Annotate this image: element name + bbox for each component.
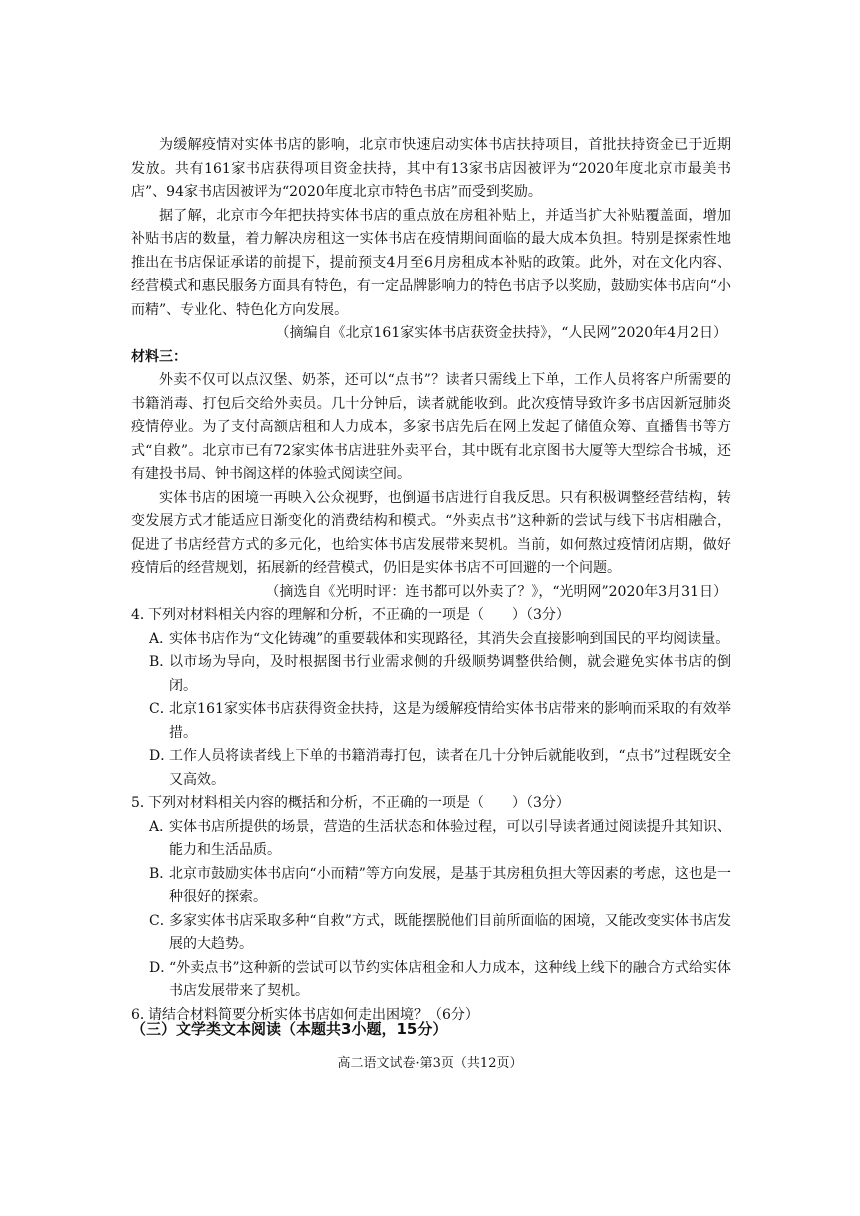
option-d	[131, 957, 731, 1004]
option-c	[131, 698, 731, 745]
option-letter: C．	[149, 912, 174, 929]
option-text: 北京市鼓励实体书店向“小而精”等方向发展，是基于其房租负担大等因素的考虑，这也是一种很好的探索。	[169, 865, 731, 905]
question-4	[131, 604, 731, 628]
question-number: 4．	[131, 607, 154, 623]
paragraph: 实体书店的困境一再映入公众视野，也倒逼书店进行自我反思。只有积极调整经营结构，转变发展方式才能适应日渐变化的消费结构和模式。“外卖点书”这种新的尝试与线下书店相融合，促进了书店经营方式的多元化，也给实体书店发展带来契机。当前，如何熬过疫情闭店期，做好疫情后的经营规划，拓展新的经营模式，仍旧是实体书店不可回避的一个问题。	[131, 489, 731, 576]
option-text: 多家实体书店采取多种“自救”方式，既能摆脱他们目前所面临的困境，又能改变实体书店发展的大趋势。	[169, 912, 731, 952]
option-letter: B．	[149, 865, 174, 882]
source-citation: （摘选自《光明时评：连书都可以外卖了？》，“光明网”2020年3月31日）	[265, 583, 727, 600]
paragraph: 外卖不仅可以点汉堡、奶茶，还可以“点书”？读者只需线上下单，工作人员将客户所需要的书籍消毒、打包后交给外卖员。几十分钟后，读者就能收到。此次疫情导致许多书店因新冠肺炎疫情停业。为了支付高额店租和人力成本，多家书店先后在网上发起了储值众筹、直播售书等方式“自救”。北京市已有72家实体书店进驻外卖平台，其中既有北京图书大厦等大型综合书城，还有建投书局、钟书阁这样的体验式阅读空间。	[131, 372, 731, 482]
option-letter: D．	[149, 959, 175, 976]
source-citation: （摘编自《北京161家实体书店获资金扶持》，“人民网”2020年4月2日）	[275, 325, 727, 341]
option-c	[131, 910, 731, 957]
option-text: 北京161家实体书店获得资金扶持，这是为缓解疫情给实体书店带来的影响而采取的有效举措。	[169, 701, 731, 741]
question-stem: 请结合材料简要分析实体书店如何走出困境？（6分）	[148, 1006, 479, 1023]
option-text: “外卖点书”这种新的尝试可以节约实体店租金和人力成本，这种线上线下的融合方式给实体书店发展带来了契机。	[169, 959, 731, 999]
option-d	[131, 745, 731, 792]
option-b	[131, 863, 731, 910]
material-label: 材料三：	[131, 348, 187, 365]
option-b	[131, 651, 731, 698]
passage-material-2	[131, 134, 731, 1027]
paragraph: 据了解，北京市今年把扶持实体书店的重点放在房租补贴上，并适当扩大补贴覆盖面，增加补贴书店的数量，着力解决房租这一实体书店在疫情期间面临的最大成本负担。特别是探索性地推出在书店保证承诺的前提下，提前预支4月至6月房租成本补贴的政策。此外，对在文化内容、经营模式和惠民服务方面具有特色，有一定品牌影响力的特色书店予以奖励，鼓励实体书店向“小而精”、专业化、特色化方向发展。	[131, 207, 731, 318]
page-footer: 高二语文试卷·第3页（共12页）	[337, 1056, 523, 1071]
option-text: 工作人员将读者线上下单的书籍消毒打包，读者在几十分钟后就能收到，“点书”过程既安全又高效。	[169, 748, 731, 788]
option-letter: D．	[149, 748, 175, 764]
option-letter: B．	[149, 654, 174, 670]
option-text: 实体书店作为“文化铸魂”的重要载体和实现路径，其消失会直接影响到国民的平均阅读量。	[169, 630, 730, 647]
question-stem: 下列对材料相关内容的概括和分析，不正确的一项是（ ）（3分）	[148, 795, 570, 811]
option-letter: C．	[149, 701, 174, 717]
option-letter: A．	[149, 818, 174, 835]
section-title: （三）文学类文本阅读（本题共3小题，15分）	[131, 1020, 448, 1038]
paragraph: 为缓解疫情对实体书店的影响，北京市快速启动实体书店扶持项目，首批扶持资金已于近期发放。共有161家书店获得项目资金扶持，其中有13家书店因被评为“2020年度北京市最美书店”、94家书店因被评为“2020年度北京市特色书店”而受到奖励。	[131, 137, 731, 200]
question-number: 6．	[131, 1006, 154, 1023]
question-stem: 下列对材料相关内容的理解和分析，不正确的一项是（ ）（3分）	[148, 607, 570, 623]
option-letter: A．	[149, 630, 174, 647]
option-a	[131, 628, 731, 652]
option-text: 实体书店所提供的场景，营造的生活状态和体验过程，可以引导读者通过阅读提升其知识、能力和生活品质。	[169, 818, 731, 858]
question-5	[131, 792, 731, 816]
option-a	[131, 816, 731, 863]
option-text: 以市场为导向，及时根据图书行业需求侧的升级顺势调整供给侧，就会避免实体书店的倒闭。	[169, 654, 731, 694]
question-number: 5．	[131, 795, 154, 811]
